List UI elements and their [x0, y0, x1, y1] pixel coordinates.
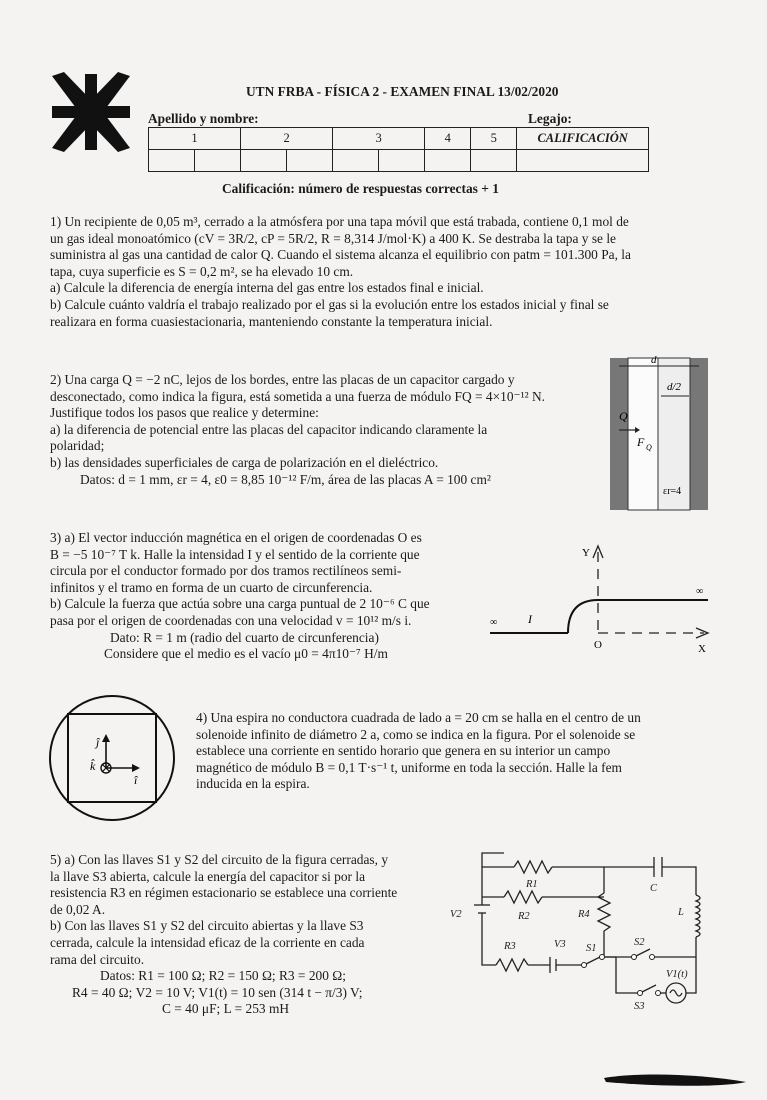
p4-line: 4) Una espira no conductora cuadrada de lado a = 20 cm se halla en el centro de un: [196, 710, 641, 725]
p5-line: de 0,02 A.: [50, 901, 106, 917]
grading-rule: Calificación: número de respuestas correctas + 1: [222, 181, 499, 196]
p2-line: 2) Una carga Q = −2 nC, lejos de los bordes, entre las placas de un capacitor cargado y: [50, 372, 515, 387]
p1-line: realizara en forma cuasiestacionaria, manteniendo constante la temperatura inicial.: [50, 313, 493, 329]
col-4-header: 4: [425, 128, 471, 150]
p3-line: infinitos y el tramo en forma de un cuarto de circunferencia.: [50, 579, 373, 595]
v3-label: V3: [554, 939, 566, 950]
p5-line: rama del circuito.: [50, 951, 145, 967]
utn-logo: [48, 72, 134, 152]
grade-cell[interactable]: [517, 150, 649, 172]
p2-line: polaridad;: [50, 438, 105, 454]
quarter-arc: [568, 600, 598, 633]
p3-medium: Considere que el medio es el vacío μ0 = 4π10⁻⁷ H/m: [104, 646, 388, 662]
p4-line: inducida en la espira.: [196, 776, 310, 792]
right-plate: [690, 358, 708, 510]
p5-line: b) Con las llaves S1 y S2 del circuito abiertas y la llave S3: [50, 918, 364, 934]
answer-cell[interactable]: [333, 150, 379, 172]
p2-line: b) las densidades superficiales de carga de polarización en el dieléctrico.: [50, 454, 439, 470]
p5-data: Datos: R1 = 100 Ω; R2 = 150 Ω; R3 = 200 Ω;: [100, 968, 346, 984]
problem-5: [50, 852, 416, 1018]
col-2-header: 2: [241, 128, 333, 150]
eps-label: εr=4: [663, 486, 682, 497]
force-label: F: [637, 435, 645, 449]
grade-table: [148, 127, 649, 172]
p5-line: 5) a) Con las llaves S1 y S2 del circuito de la figura cerradas, y: [50, 852, 389, 867]
p3-line: circula por el conductor formado por dos tramos rectilíneos semi-: [50, 563, 402, 579]
j-unit-label: ĵ: [96, 735, 100, 749]
p1-line: a) Calcule la diferencia de energía interna del gas entre los estados final e inicial.: [50, 280, 484, 296]
answer-cell[interactable]: [379, 150, 425, 172]
p4-line: magnético de módulo B = 0,1 T·s⁻¹ t, uniforme en toda la sección. Halle la fem: [196, 759, 622, 775]
r4-label: R4: [578, 909, 590, 920]
answer-cell[interactable]: [149, 150, 195, 172]
answer-cell[interactable]: [471, 150, 517, 172]
c-label: C: [650, 883, 658, 894]
p2-line: desconectado, como indica la figura, está sometida a una fuerza de módulo FQ = 4×10⁻¹² N.: [50, 388, 546, 404]
solenoid-figure: [44, 690, 180, 826]
answer-cell[interactable]: [241, 150, 287, 172]
force-sub-label: Q: [646, 443, 652, 452]
p2-line: Justifique todos los pasos que realice y determine:: [50, 405, 319, 421]
l-label: L: [678, 907, 684, 918]
grade-header: CALIFICACIÓN: [517, 128, 649, 150]
problem-1: [50, 214, 708, 330]
conductor-figure: [482, 538, 714, 658]
p4-line: solenoide infinito de diámetro 2 a, como se indica en la figura. Por el solenoide se: [196, 726, 636, 742]
p1-line: suministra al gas una cantidad de calor Q. Cuando el sistema alcanza el equilibrio con patm = 101.300 Pa, la: [50, 247, 631, 263]
inf-left-label: ∞: [490, 617, 498, 628]
p1-line: b) Calcule cuánto valdría el trabajo realizado por el gas si la evolución entre los estados inicial y final se: [50, 296, 609, 312]
answer-cell[interactable]: [195, 150, 241, 172]
col-3-header: 3: [333, 128, 425, 150]
p5-line: la llave S3 abierta, calcule la energía del capacitor si por la: [50, 868, 366, 884]
s2-label: S2: [634, 937, 645, 948]
p3-line: 3) a) El vector inducción magnética en el origen de coordenadas O es: [50, 530, 422, 545]
r2-label: R2: [518, 911, 530, 922]
exam-title: UTN FRBA - FÍSICA 2 - EXAMEN FINAL 13/02/2020: [246, 84, 559, 99]
r1-label: R1: [526, 879, 538, 890]
p5-line: resistencia R3 en régimen estacionario se establece una corriente: [50, 885, 398, 901]
p5-line: cerrada, calcule la intensidad eficaz de la corriente en cada: [50, 934, 365, 950]
p1-line: 1) Un recipiente de 0,05 m³, cerrado a la atmósfera por una tapa móvil que está trabada, contiene 0,1 mol de: [50, 214, 629, 229]
y-axis-label: Y: [582, 547, 590, 559]
col-1-header: 1: [149, 128, 241, 150]
problem-3: [50, 530, 474, 663]
half-d-label: d/2: [667, 381, 682, 393]
v2-label: V2: [450, 909, 462, 920]
p1-line: un gas ideal monoatómico (cV = 3R/2, cP = 5R/2, R = 8,314 J/mol·K) a 400 K. Se destraba la tapa y se le: [50, 230, 616, 246]
signature-mark: [600, 1068, 750, 1090]
inf-right-label: ∞: [696, 586, 704, 597]
current-label: I: [528, 612, 532, 626]
origin-label: O: [594, 639, 602, 651]
name-label: Apellido y nombre:: [148, 111, 259, 126]
p3-line: B = −5 10⁻⁷ T k. Halle la intensidad I y el sentido de la corriente que: [50, 546, 420, 562]
p2-data: Datos: d = 1 mm, εr = 4, ε0 = 8,85 10⁻¹² F/m, área de las placas A = 100 cm²: [80, 471, 491, 487]
r2-resistor: [504, 891, 542, 903]
col-5-header: 5: [471, 128, 517, 150]
r1-resistor: [514, 861, 552, 873]
answer-cell[interactable]: [287, 150, 333, 172]
left-plate: [610, 358, 628, 510]
inductor: [696, 895, 700, 937]
p3-line: b) Calcule la fuerza que actúa sobre una carga puntual de 2 10⁻⁶ C que: [50, 596, 430, 612]
square-loop: [68, 714, 156, 802]
p3-data: Dato: R = 1 m (radio del cuarto de circunferencia): [110, 629, 379, 645]
s1-label: S1: [586, 943, 597, 954]
d-label: d: [651, 354, 657, 366]
circuit-figure: [444, 845, 716, 1015]
r4-resistor: [598, 893, 610, 931]
charge-label: Q: [619, 409, 628, 423]
answer-cell[interactable]: [425, 150, 471, 172]
p5-data: C = 40 μF; L = 253 mH: [162, 1001, 290, 1017]
capacitor-figure: [605, 354, 713, 514]
r3-resistor: [496, 959, 528, 971]
p4-line: establece una corriente en sentido horario que genera en su interior un campo: [196, 743, 611, 759]
problem-4: [196, 710, 708, 793]
s3-label: S3: [634, 1001, 645, 1012]
problem-2: [50, 372, 598, 488]
p5-data: R4 = 40 Ω; V2 = 10 V; V1(t) = 10 sen (314 t − π/3) V;: [72, 984, 363, 1000]
x-axis-label: X: [698, 643, 706, 655]
i-unit-label: î: [134, 773, 138, 787]
legajo-label: Legajo:: [528, 111, 572, 126]
p2-line: a) la diferencia de potencial entre las placas del capacitor indicando claramente la: [50, 421, 488, 437]
r3-label: R3: [504, 941, 516, 952]
v1-label: V1(t): [666, 969, 688, 980]
p1-line: tapa, cuya superficie es S = 0,2 m², se ha elevado 10 cm.: [50, 263, 354, 279]
p3-line: pasa por el origen de coordenadas con una velocidad v = 10¹² m/s i.: [50, 612, 412, 628]
k-unit-label: k̂: [90, 759, 96, 773]
